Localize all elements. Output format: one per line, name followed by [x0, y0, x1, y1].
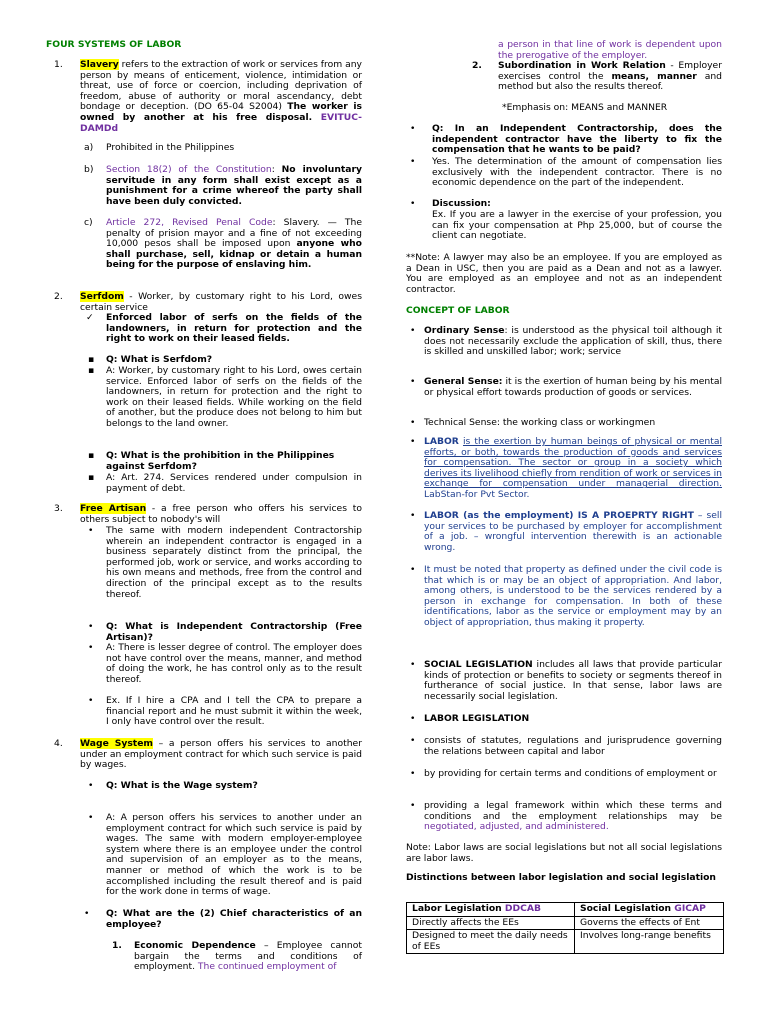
square-bullet-icon: ▪ — [88, 354, 95, 365]
serfdom-term: Serfdom — [80, 291, 124, 302]
social-legislation: SOCIAL LEGISLATION includes all laws that provide particular kinds of protection or benefits to society or segments thereof in furtherance of social justice. In that sense, labor laws are necessarily social legislation. — [424, 659, 723, 702]
free-artisan-example: Ex. If I hire a CPA and I tell the CPA to prepare a financial report and he must submit it within the week, I only have control over the result. — [106, 695, 362, 728]
distinctions-table — [406, 902, 724, 954]
item-label: b) — [84, 164, 94, 175]
item-label: a) — [84, 142, 94, 153]
labor-legislation-point-3: providing a legal framework within which these terms and conditions and the employment relationships may be negotiated, adjusted, and administered. — [424, 800, 722, 833]
list-number: 4. — [54, 738, 63, 749]
wage-answer-1: A: A person offers his services to another under an employment contract for which such service is paid by wages. The same with modern employer-employee system where there is an employee under the control and supervision of an employer as to the means, manner or method of which the work is to be accomplished including the result thereof and is paid for the work done in terms of wage. — [106, 812, 362, 898]
labor-legislation-point-1: consists of statutes, regulations and jurisprudence governing the relations between capital and labor — [424, 735, 722, 757]
table-row — [407, 916, 724, 930]
square-bullet-icon: ▪ — [88, 365, 95, 376]
bullet-icon: • — [410, 735, 416, 746]
serfdom-question-1: Q: What is Serfdom? — [106, 354, 213, 365]
discussion-label: Discussion: — [432, 198, 491, 209]
table-cell: Designed to meet the daily needs of EEs — [407, 930, 575, 954]
lawyer-note: **Note: A lawyer may also be an employee. If you are employed as a Dean in USC, then you are paid as a Dean and not as a lawyer. You are employed as an employee and not as an independent contractor. — [406, 252, 722, 295]
table-header-cell: Labor Legislation DDCAB — [407, 903, 575, 917]
serfdom-answer-1: A: Worker, by customary right to his Lord, owes certain service. Enforced labor of serfs on the fields of the landowners, in return for protection and the right to work on their leased fields. While working on the field of another, but the produce does not belong to him but belongs to the land owner. — [106, 365, 362, 429]
distinctions-heading: Distinctions between labor legislation and social legislation — [406, 872, 716, 883]
slavery-term: Slavery — [80, 59, 119, 70]
prohibited-text: Prohibited in the Philippines — [106, 142, 235, 153]
labor-legislation-point-2: by providing for certain terms and conditions of employment or — [424, 768, 717, 779]
free-artisan-paragraph: Free Artisan - a free person who offers his services to others subject to nobody's will — [80, 503, 362, 525]
bullet-icon: • — [410, 768, 416, 779]
bullet-icon: • — [410, 123, 416, 134]
concept-heading: CONCEPT OF LABOR — [406, 305, 510, 316]
emphasis-note: *Emphasis on: MEANS and MANNER — [502, 102, 668, 113]
economic-dependence-text: Economic Dependence – Employee cannot bargain the terms and conditions of employment. The continued employment of — [134, 940, 362, 973]
subordination-text: Subordination in Work Relation - Employer exercises control the means, manner and method but also the results thereof. — [498, 60, 722, 93]
bullet-icon: • — [410, 800, 416, 811]
checkmark-icon: ✓ — [86, 312, 94, 323]
wage-system-term: Wage System — [80, 738, 153, 749]
bullet-icon: • — [410, 156, 416, 167]
serfdom-question-2: Q: What is the prohibition in the Philippines against Serfdom? — [106, 450, 335, 472]
general-sense: General Sense: it is the exertion of human being by his mental or physical effort towards production of goods or services. — [424, 376, 723, 398]
table-cell: Directly affects the EEs — [407, 916, 575, 930]
labor-laws-note: Note: Labor laws are social legislations but not all social legislations are labor laws. — [406, 842, 722, 864]
free-artisan-answer: A: There is lesser degree of control. The employer does not have control over the means, manner, and method of doing the work, he has control only as to the result thereof. — [106, 642, 362, 685]
bullet-icon: • — [410, 659, 416, 670]
list-number: 2. — [472, 60, 482, 71]
constitution-paragraph: Section 18(2) of the Constitution: No involuntary servitude in any form shall exist except as a punishment for a crime whereof the party shall have been duly convicted. — [106, 164, 362, 207]
free-artisan-term: Free Artisan — [80, 503, 147, 514]
ordinary-sense: Ordinary Sense: is understood as the physical toil although it does not necessarily exclude the application of skill, thus, there is skilled and unskilled labor; work; service — [424, 325, 722, 358]
bullet-icon: • — [84, 908, 90, 919]
bullet-icon: • — [410, 376, 416, 387]
wage-question-1: Q: What is the Wage system? — [106, 780, 258, 791]
section-heading: FOUR SYSTEMS OF LABOR — [46, 39, 182, 50]
bullet-icon: • — [88, 812, 94, 823]
table-cell: Governs the effects of Ent — [575, 916, 724, 930]
discussion-text: Ex. If you are a lawyer in the exercise of your profession, you can fix your compensation at Php 25,000, but of course the client can negotiate. — [432, 209, 722, 242]
labor-property-right: LABOR (as the employment) IS A PROEPRTY RIGHT – sell your services to be purchased by employer for accomplishment of a job. – wrongful intervention therewith is an actionable wrong. — [424, 510, 722, 553]
labor-definition: LABOR is the exertion by human beings of physical or mental efforts, or both, towards the production of goods and services for compensation. The sector or group in a society which derives its livelihood chiefly from rendition of work or services in exchange for compensation under managerial direction. LabStan-for Pvt Sector. — [424, 436, 722, 500]
ic-question: Q: In an Independent Contractorship, does the independent contractor have the liberty to fix the compensation that he wants to be paid? — [432, 123, 722, 156]
free-artisan-question: Q: What is Independent Contractorship (Free Artisan)? — [106, 621, 362, 643]
economic-dependence-continued: a person in that line of work is dependent upon the prerogative of the employer. — [498, 39, 722, 61]
table-row — [407, 930, 724, 954]
bullet-icon: • — [88, 780, 94, 791]
bullet-icon: • — [410, 436, 416, 447]
bullet-icon: • — [88, 642, 94, 653]
bullet-icon: • — [88, 695, 94, 706]
list-number: 1. — [54, 59, 63, 70]
rpc-paragraph: Article 272, Revised Penal Code: Slavery. — The penalty of prision mayor and a fine of not exceeding 10,000 pesos shall be imposed upon anyone who shall purchase, sell, kidnap or detain a human being for the purpose of enslaving him. — [106, 217, 363, 271]
serfdom-answer-2: A: Art. 274. Services rendered under compulsion in payment of debt. — [106, 472, 362, 494]
square-bullet-icon: ▪ — [88, 472, 95, 483]
square-bullet-icon: ▪ — [88, 450, 95, 461]
technical-sense: Technical Sense: the working class or workingmen — [424, 417, 656, 428]
list-number: 3. — [54, 503, 63, 514]
bullet-icon: • — [410, 564, 416, 575]
bullet-icon: • — [410, 198, 416, 209]
bullet-icon: • — [410, 713, 416, 724]
bullet-icon: • — [88, 525, 94, 536]
civil-code-text: It must be noted that property as defined under the civil code is that which is or may be an object of appropriation. And labor, among others, is understood to be the services rendered by a person in exchange for compensation. In both of these identifications, labor as the service or employment may by an object of appropriation, thus making it property. — [424, 564, 722, 628]
wage-question-2: Q: What are the (2) Chief characteristics of an employee? — [106, 908, 362, 930]
ic-answer: Yes. The determination of the amount of compensation lies exclusively with the independent contractor. There is no economic dependence on the part of the independent. — [432, 156, 722, 189]
bullet-icon: • — [410, 325, 416, 336]
labor-legislation-heading: LABOR LEGISLATION — [424, 713, 530, 724]
bullet-icon: • — [410, 510, 416, 521]
table-cell: Involves long-range benefits — [575, 930, 724, 954]
table-header-cell: Social Legislation GICAP — [575, 903, 724, 917]
slavery-paragraph: Slavery refers to the extraction of work or services from any person by means of enticement, violence, intimidation or threat, use of force or coercion, including deprivation of freedom, abuse of authority or moral ascendancy, debt bondage or deception. (DO 65-04 S2004) The worker is owned by another at his free disposal. EVITUC-DAMDd — [80, 59, 362, 134]
serfdom-paragraph: Serfdom - Worker, by customary right to his Lord, owes certain service — [80, 291, 362, 313]
bullet-icon: • — [410, 417, 416, 428]
list-number: 2. — [54, 291, 63, 302]
table-header-row — [407, 903, 724, 917]
bullet-icon: • — [88, 621, 94, 632]
free-artisan-bullet: The same with modern independent Contractorship wherein an independent contractor is engaged in a business separately distinct from the principal, the performed job, work or service, and works according to his own means and methods, free from the control and direction of the principal except as to the results thereof. — [106, 525, 362, 600]
wage-system-paragraph: Wage System – a person offers his services to another under an employment contract for which such service is paid by wages. — [80, 738, 362, 771]
serfdom-check-text: Enforced labor of serfs on the fields of the landowners, in return for protection and the right to work on their leased fields. — [106, 312, 362, 345]
list-number: 1. — [112, 940, 122, 951]
item-label: c) — [84, 217, 93, 228]
